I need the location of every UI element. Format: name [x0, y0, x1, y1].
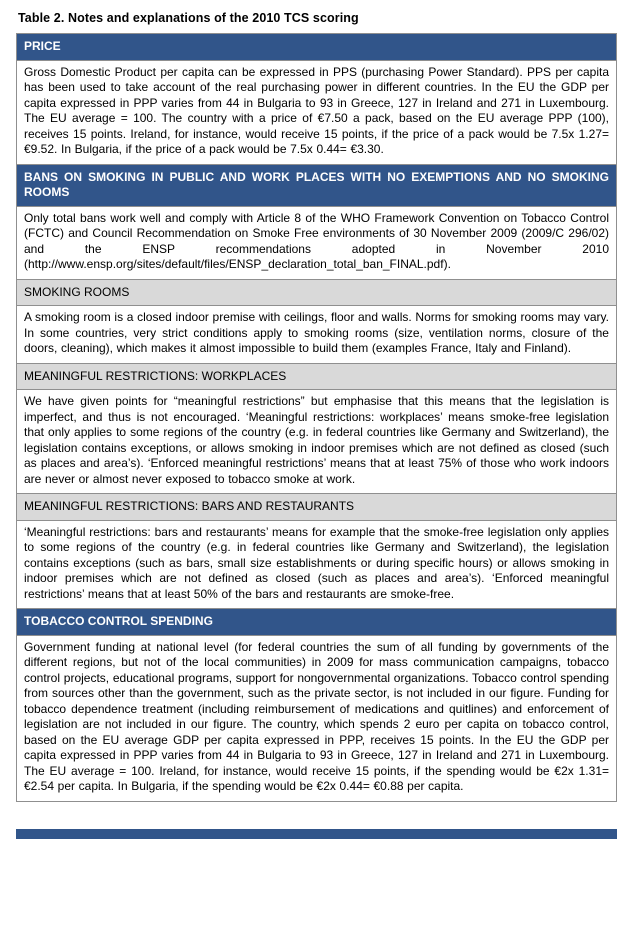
page-title: Table 2. Notes and explanations of the 2010 TCS scoring [18, 11, 359, 25]
section-header-smoking-rooms: SMOKING ROOMS [17, 280, 616, 307]
section-header-tobacco-control-spending: TOBACCO CONTROL SPENDING [17, 609, 616, 636]
next-section-header-partial [16, 829, 617, 839]
section-header-price: PRICE [17, 34, 616, 61]
section-header-meaningful-restrictions-workplaces: MEANINGFUL RESTRICTIONS: WORKPLACES [17, 364, 616, 391]
section-body-meaningful-restrictions-bars-restaurants: ‘Meaningful restrictions: bars and restaurants’ means for example that the smoke-free legislation only applies to some regions of the country (e.g. in federal countries like Germany and Switzerland), the legislation contains exceptions (such as bars, small size establishments or during specific hours) or allows smoking in indoor premises which are not defined as closed (such as places and area’s). ‘Enforced meaningful restrictions’ means that at least 50% of the bars and restaurants are smoke-free. [17, 521, 616, 610]
section-body-bans-on-smoking: Only total bans work well and comply with Article 8 of the WHO Framework Convention on Tobacco Control (FCTC) and Council Recommendation on Smoke Free environments of 30 November 2009 (2009/C 296/02) and the ENSP recommendations adopted in November 2010 (http://www.ensp.org/sites/default/files/ENSP_declaration_total_ban_FINAL.pdf). [17, 207, 616, 280]
section-header-bans-on-smoking: BANS ON SMOKING IN PUBLIC AND WORK PLACES WITH NO EXEMPTIONS AND NO SMOKING ROOMS [17, 165, 616, 207]
section-body-price: Gross Domestic Product per capita can be expressed in PPS (purchasing Power Standard). PPS per capita has been used to take account of the real purchasing power in different countries. In the EU the GDP per capita expressed in PPP varies from 44 in Bulgaria to 93 in Greece, 127 in Ireland and 271 in Luxembourg. The EU average = 100. The country with a price of €7.50 a pack, based on the EU average PPP (100), receives 15 points. Ireland, for instance, would receive 15 points, if the price of a pack would be 7.5x 1.27= €9.52. In Bulgaria, if the price of a pack would be 7.5x 0.44= €3.30. [17, 61, 616, 165]
section-body-smoking-rooms: A smoking room is a closed indoor premise with ceilings, floor and walls. Norms for smoking rooms may vary. In some countries, very strict conditions apply to smoking rooms (size, ventilation norms, closure of the doors, cleaning), which makes it almost impossible to build them (examples France, Italy and Finland). [17, 306, 616, 364]
section-header-meaningful-restrictions-bars-restaurants: MEANINGFUL RESTRICTIONS: BARS AND RESTAURANTS [17, 494, 616, 521]
notes-table [16, 33, 617, 802]
section-body-meaningful-restrictions-workplaces: We have given points for “meaningful restrictions” but emphasise that this means that the legislation is imperfect, and thus is not encouraged. ‘Meaningful restrictions: workplaces’ means smoke-free legislation that only applies to some regions of the country (e.g. in federal countries like Germany and Switzerland), the legislation contains exceptions, or allows smoking in indoor premises which are not defined as closed (such as places and area’s). ‘Enforced meaningful restrictions’ means that at least 75% of those who work indoors are never or almost never exposed to tobacco smoke at work. [17, 390, 616, 494]
section-body-tobacco-control-spending: Government funding at national level (for federal countries the sum of all funding by governments of the different regions, but not of the local communities) in 2009 for mass communication campaigns, tobacco control projects, educational programs, support for nongovernmental organizations. Tobacco control spending from sources other than the government, such as the private sector, is not included in our figure. Funding for tobacco dependence treatment (including reimbursement of medications and quitlines) and enforcement of legislation are not included in our figure. The country, which spends 2 euro per capita on tobacco control, based on the EU average GDP per capita expressed in PPP, receives 15 points. In the EU the GDP per capita expressed in PPP varies from 44 in Bulgaria to 93 in Greece, 127 in Ireland and 271 in Luxembourg. The EU average = 100. Ireland, for instance, would receive 15 points, if the spending would be €2x 1.31= €2.54 per capita. In Bulgaria, if the spending would be €2x 0.44= €0.88 per capita. [17, 636, 616, 801]
